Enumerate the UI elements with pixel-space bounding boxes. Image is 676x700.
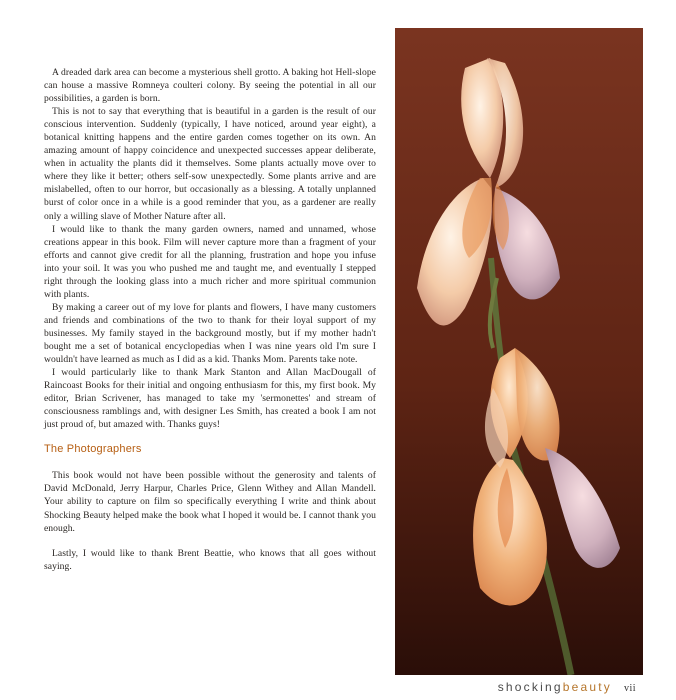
- paragraph-2: This is not to say that everything that is beautiful in a garden is the result of our conscious intervention. Suddenly (typically, I have noticed, around year eight), a botanical knitting happens and the entire garden comes together on its own. An amazing amount of happy coincidence and unexpected successes appear deliberate, when in actuality the plants did it themselves. Some plants actually move over to where they like it better; others self-sow unexpectedly. Some plants arrive and are mislabelled, often to our horror, but occasionally as a blessing. A totally unplanned burst of color once in a while is a good reminder that you, as a gardener are really only a willing slave of Mother Nature after all.: [44, 106, 376, 222]
- iris-photograph: [395, 28, 643, 675]
- paragraph-1: A dreaded dark area can become a mysterious shell grotto. A baking hot Hell-slope can house a massive Romneya coulteri colony. By seeing the potential in all our possibilities, a garden is born.: [44, 67, 376, 105]
- paragraph-3: I would like to thank the many garden owners, named and unnamed, whose creations appear in this book. Film will never capture more than a fragment of your efforts and cannot give credit for all the planning, frustration and hope you infuse into your soil. It was you who pushed me and taught me, and eventually I stepped right through the looking glass into a much richer and more spiritual communion with plants.: [44, 223, 376, 300]
- book-title-word-2: beauty: [562, 680, 612, 694]
- book-title-word-1: shocking: [497, 680, 563, 694]
- paragraph-photographers-2: Lastly, I would like to thank Brent Beattie, who knows that all goes without saying.: [44, 547, 376, 572]
- text-column: [44, 66, 376, 573]
- page-footer: [498, 680, 636, 694]
- page-number: vii: [623, 683, 636, 694]
- paragraph-5: I would particularly like to thank Mark Stanton and Allan MacDougall of Raincoast Books for their initial and ongoing enthusiasm for this, my first book. My editor, Brian Scrivener, has managed to take my 'sermonettes' and stream of consciousness ramblings and, with designer Les Smith, has created a book I am not just proud of, but amazed with. Thanks guys!: [44, 367, 376, 431]
- section-heading-photographers: The Photographers: [44, 443, 142, 456]
- paragraph-photographers-1: This book would not have been possible without the generosity and talents of David McDonald, Jerry Harpur, Charles Price, Glenn Withey and Allan Mandell. Your ability to capture on film so specifically everything I write and think about Shocking Beauty helped make the book what I hoped it would be. I cannot thank you enough.: [44, 470, 376, 534]
- paragraph-4: By making a career out of my love for plants and flowers, I have many customers and friends and combinations of the two to thank for their loyal support of my businesses. My family stayed in the background mostly, but if my mother hadn't bought me a set of botanical encyclopedias when I was nine years old I'm sure I wouldn't have learned as much as I did as a kid. Thanks Mom. Parents take note.: [44, 301, 376, 366]
